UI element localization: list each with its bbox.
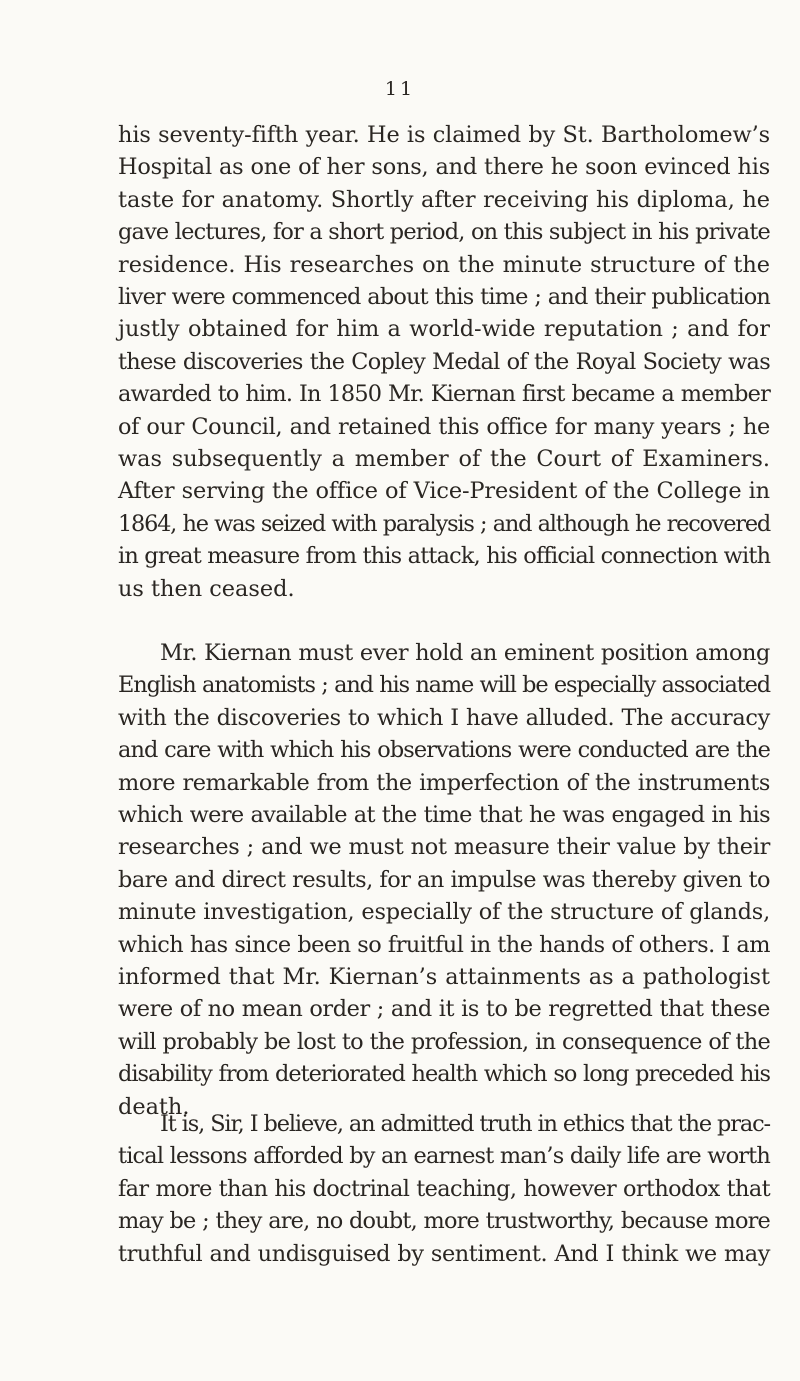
text-line: After serving the office of Vice-President of the College in (118, 478, 770, 505)
text-line: truthful and undisguised by sentiment. And I think we may (118, 1240, 770, 1267)
text-line: will probably be lost to the profession, in consequence of the (118, 1028, 770, 1055)
text-line: in great measure from this attack, his official connection with (118, 543, 771, 570)
text-line: may be ; they are, no doubt, more trustworthy, because more (118, 1208, 770, 1235)
text-line: which has since been so fruitful in the hands of others. I am (118, 931, 770, 958)
text-line: English anatomists ; and his name will be especially associated (118, 672, 770, 699)
text-line: of our Council, and retained this office for many years ; he (118, 413, 770, 440)
text-line: awarded to him. In 1850 Mr. Kiernan first became a member (118, 381, 770, 408)
text-line: researches ; and we must not measure their value by their (118, 834, 770, 861)
text-line: us then ceased. (118, 575, 295, 602)
text-line: tical lessons afforded by an earnest man’s daily life are worth (118, 1143, 770, 1170)
text-line: his seventy-fifth year. He is claimed by St. Bartholomew’s (118, 122, 770, 148)
text-line: Hospital as one of her sons, and there he soon evinced his (118, 154, 770, 181)
text-line: residence. His researches on the minute structure of the (118, 251, 770, 278)
text-line: more remarkable from the imperfection of the instruments (118, 769, 770, 796)
text-line: and care with which his observations were conducted are the (118, 737, 770, 764)
text-line: was subsequently a member of the Court of Examiners. (118, 446, 770, 473)
paragraph-2 (118, 637, 770, 1123)
text-line: liver were commenced about this time ; and their publication (118, 284, 770, 311)
text-line: gave lectures, for a short period, on this subject in his private (118, 219, 770, 246)
page-number: 11 (384, 78, 416, 100)
text-line: disability from deteriorated health which so long preceded his (118, 1061, 770, 1088)
text-line: minute investigation, especially of the structure of glands, (118, 899, 770, 926)
text-line: It is, Sir, I believe, an admitted truth in ethics that the prac- (160, 1111, 770, 1137)
text-line: taste for anatomy. Shortly after receiving his diploma, he (118, 186, 770, 213)
text-line: 1864, he was seized with paralysis ; and although he recovered (118, 510, 770, 537)
text-line: bare and direct results, for an impulse was thereby given to (118, 866, 770, 893)
text-line: were of no mean order ; and it is to be regretted that these (118, 996, 770, 1023)
text-line: justly obtained for him a world-wide reputation ; and for (118, 316, 770, 343)
paragraph-1 (118, 119, 770, 605)
text-line: which were available at the time that he was engaged in his (118, 802, 770, 829)
text-line: these discoveries the Copley Medal of the Royal Society was (118, 348, 770, 375)
text-line: with the discoveries to which I have alluded. The accuracy (118, 704, 770, 731)
text-line: Mr. Kiernan must ever hold an eminent position among (160, 640, 770, 666)
text-line: far more than his doctrinal teaching, however orthodox that (118, 1175, 770, 1202)
text-line: informed that Mr. Kiernan’s attainments as a pathologist (118, 964, 770, 991)
text-line: death. (118, 1093, 190, 1120)
paragraph-3 (118, 1108, 770, 1270)
